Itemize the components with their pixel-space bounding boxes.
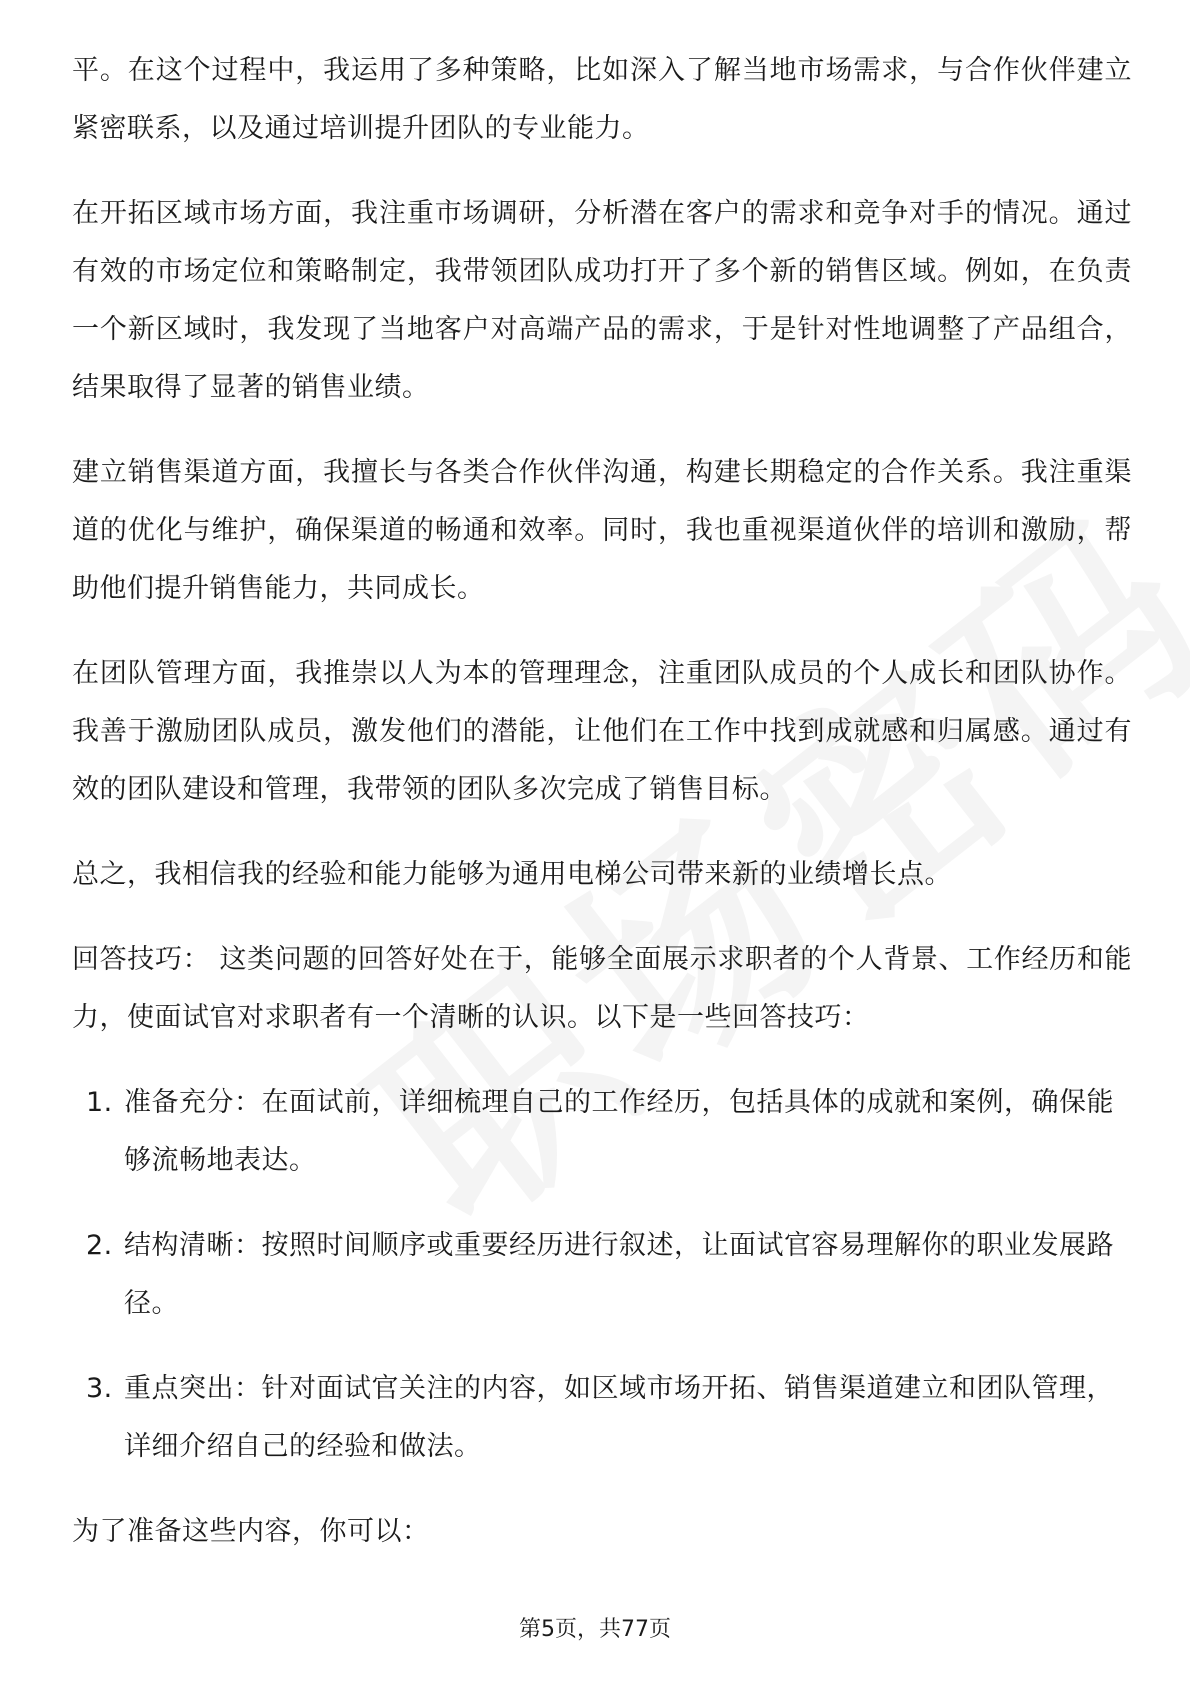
paragraph: 在开拓区域市场方面，我注重市场调研，分析潜在客户的需求和竞争对手的情况。通过有效的市场定位和策略制定，我带领团队成功打开了多个新的销售区域。例如，在负责一个新区域时，我发现了当地客户对高端产品的需求，于是针对性地调整了产品组合，结果取得了显著的销售业绩。 — [72, 198, 1132, 403]
list-item-number: 1. — [86, 1087, 113, 1118]
list-item — [72, 1360, 1132, 1476]
list-item-number: 3. — [86, 1373, 113, 1404]
list-item-text: 准备充分：在面试前，详细梳理自己的工作经历，包括具体的成就和案例，确保能够流畅地表达。 — [124, 1087, 1114, 1176]
tips-list — [72, 1074, 1132, 1476]
paragraph: 总之，我相信我的经验和能力能够为通用电梯公司带来新的业绩增长点。 — [72, 859, 952, 890]
paragraph: 在团队管理方面，我推崇以人为本的管理理念，注重团队成员的个人成长和团队协作。我善于激励团队成员，激发他们的潜能，让他们在工作中找到成就感和归属感。通过有效的团队建设和管理，我带领的团队多次完成了销售目标。 — [72, 658, 1132, 805]
list-item-number: 2. — [86, 1230, 113, 1261]
list-item-text: 结构清晰：按照时间顺序或重要经历进行叙述，让面试官容易理解你的职业发展路径。 — [124, 1230, 1114, 1319]
page-content — [72, 42, 1132, 1588]
closing-paragraph: 为了准备这些内容，你可以： — [72, 1516, 430, 1547]
paragraph: 回答技巧： 这类问题的回答好处在于，能够全面展示求职者的个人背景、工作经历和能力，使面试官对求职者有一个清晰的认识。以下是一些回答技巧： — [72, 944, 1132, 1033]
paragraph: 平。在这个过程中，我运用了多种策略，比如深入了解当地市场需求，与合作伙伴建立紧密联系，以及通过培训提升团队的专业能力。 — [72, 55, 1132, 144]
list-item-text: 重点突出：针对面试官关注的内容，如区域市场开拓、销售渠道建立和团队管理，详细介绍自己的经验和做法。 — [124, 1373, 1114, 1462]
list-item — [72, 1074, 1132, 1190]
paragraph: 建立销售渠道方面，我擅长与各类合作伙伴沟通，构建长期稳定的合作关系。我注重渠道的优化与维护，确保渠道的畅通和效率。同时，我也重视渠道伙伴的培训和激励，帮助他们提升销售能力，共同成长。 — [72, 457, 1132, 604]
page-number: 第5页，共77页 — [519, 1617, 671, 1642]
list-item — [72, 1217, 1132, 1333]
